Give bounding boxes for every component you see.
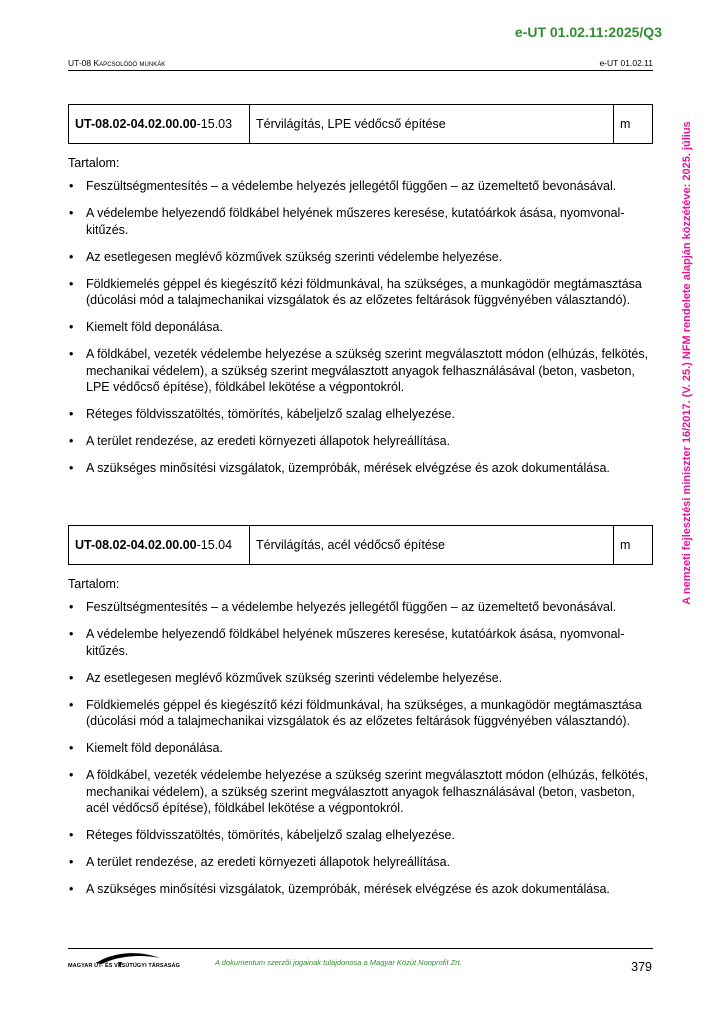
list-item-text: Kiemelt föld deponálása. [86, 320, 223, 334]
item-code-suffix: -15.04 [196, 538, 233, 552]
list-item [68, 276, 653, 309]
list-item-text: A védelembe helyezendő földkábel helyének műszeres keresése, kutatóárkok ásása, nyomvonal-kitűzés. [86, 627, 625, 658]
item-code-table [68, 104, 653, 144]
copyright-note: A dokumentum szerzői jogainak tulajdonosa a Magyar Közút Nonprofit Zrt. [215, 958, 462, 967]
bullet-icon: • [69, 882, 74, 896]
list-item-text: A szükséges minősítési vizsgálatok, üzempróbák, mérések elvégzése és azok dokumentálása. [86, 882, 610, 896]
list-item-text: Az esetlegesen meglévő közművek szükség szerinti védelembe helyezése. [86, 249, 503, 264]
list-item-text: A terület rendezése, az eredeti környezeti állapotok helyreállítása. [86, 434, 451, 448]
list-item [68, 670, 653, 687]
side-publication-note: A nemzeti fejlesztési miniszter 16/2017. (V. 25.) NFM rendelete alapján közzétéve: 2025. július [681, 121, 693, 605]
list-item [68, 319, 653, 336]
item-unit-cell: m [614, 526, 653, 565]
bullet-icon: • [69, 276, 74, 291]
content-list [68, 178, 653, 477]
list-item [68, 697, 653, 730]
list-item [68, 249, 653, 266]
list-item [68, 460, 653, 477]
header-left-prefix: UT-08 [68, 58, 94, 68]
list-item-text: Földkiemelés géppel és kiegészítő kézi földmunkával, ha szükséges, a munkagödör megtámasztása (dúcolási mód a talajmechanikai vizsgálatok és az előzetes feltárások függvényében választandó). [86, 697, 642, 728]
bullet-icon: • [69, 320, 74, 334]
bullet-icon: • [69, 697, 74, 712]
page-header [68, 58, 653, 71]
section-15-04 [68, 525, 653, 908]
list-item-text: A földkábel, vezeték védelembe helyezése a szükség szerint megválasztott módon (elhúzás, felkötés, mechanikai védelem), a szükség szerint megválasztott anyagok felhasználásával (beton, vasbeton, acél védőcső építése), földkábel lekötése a végpontokról. [86, 768, 649, 815]
list-item [68, 433, 653, 450]
header-right: e-UT 01.02.11 [599, 58, 653, 68]
list-item-text: Feszültségmentesítés – a védelembe helyezés jellegétől függően – az üzemeltető bevonásával. [86, 179, 617, 193]
bullet-icon: • [69, 434, 74, 448]
item-code-cell [69, 526, 250, 565]
content-label: Tartalom: [68, 156, 120, 170]
bullet-icon: • [69, 347, 74, 361]
list-item [68, 205, 653, 238]
bullet-icon: • [69, 461, 74, 475]
list-item-text: Feszültségmentesítés – a védelembe helyezés jellegétől függően – az üzemeltető bevonásával. [86, 600, 617, 614]
section-15-03 [68, 104, 653, 487]
page-number: 379 [631, 960, 652, 974]
list-item [68, 346, 653, 396]
list-item-text: Réteges földvisszatöltés, tömörítés, kábeljelző szalag elhelyezése. [86, 828, 455, 842]
item-code-main: UT-08.02-04.02.00.00 [75, 538, 197, 552]
item-unit-cell: m [614, 105, 653, 144]
list-item-text: A földkábel, vezeték védelembe helyezése a szükség szerint megválasztott módon (elhúzás, felkötés, mechanikai védelem), a szükség szerint megválasztott anyagok felhasználásával (beton, vasbeton, LPE védőcső építése), földkábel lekötése a végpontokról. [86, 347, 649, 394]
bullet-icon: • [69, 249, 74, 264]
content-label: Tartalom: [68, 577, 120, 591]
logo-text: MAGYAR ÚT- ÉS VASÚTÜGYI TÁRSASÁG [68, 963, 180, 969]
list-item-text: Földkiemelés géppel és kiegészítő kézi földmunkával, ha szükséges, a munkagödör megtámasztása (dúcolási mód a talajmechanikai vizsgálatok és az előzetes feltárások függvényében választandó). [86, 276, 642, 307]
bullet-icon: • [69, 828, 74, 842]
list-item [68, 406, 653, 423]
header-left [68, 58, 165, 68]
list-item [68, 178, 653, 195]
list-item [68, 740, 653, 757]
item-title-cell: Térvilágítás, LPE védőcső építése [250, 105, 614, 144]
item-code-main: UT-08.02-04.02.00.00 [75, 117, 197, 131]
bullet-icon: • [69, 206, 74, 220]
bullet-icon: • [69, 855, 74, 869]
list-item [68, 827, 653, 844]
item-code-cell [69, 105, 250, 144]
bullet-icon: • [69, 407, 74, 421]
document-code: e-UT 01.02.11:2025/Q3 [514, 24, 662, 40]
footer-divider [68, 948, 653, 949]
list-item [68, 881, 653, 898]
list-item-text: Kiemelt föld deponálása. [86, 741, 223, 755]
list-item-text: Az esetlegesen meglévő közművek szükség szerinti védelembe helyezése. [86, 670, 503, 685]
list-item-text: A védelembe helyezendő földkábel helyének műszeres keresése, kutatóárkok ásása, nyomvonal-kitűzés. [86, 206, 625, 237]
bullet-icon: • [69, 768, 74, 782]
bullet-icon: • [69, 627, 74, 641]
item-code-table [68, 525, 653, 565]
bullet-icon: • [69, 741, 74, 755]
bullet-icon: • [69, 600, 74, 614]
header-left-title: Kapcsolódó munkák [93, 58, 166, 68]
item-title-cell: Térvilágítás, acél védőcső építése [250, 526, 614, 565]
list-item [68, 854, 653, 871]
list-item [68, 599, 653, 616]
bullet-icon: • [69, 179, 74, 193]
list-item [68, 767, 653, 817]
list-item-text: A terület rendezése, az eredeti környezeti állapotok helyreállítása. [86, 855, 451, 869]
list-item-text: Réteges földvisszatöltés, tömörítés, kábeljelző szalag elhelyezése. [86, 407, 455, 421]
item-code-suffix: -15.03 [196, 117, 233, 131]
bullet-icon: • [69, 670, 74, 685]
content-list [68, 599, 653, 898]
list-item-text: A szükséges minősítési vizsgálatok, üzempróbák, mérések elvégzése és azok dokumentálása. [86, 461, 610, 475]
list-item [68, 626, 653, 659]
